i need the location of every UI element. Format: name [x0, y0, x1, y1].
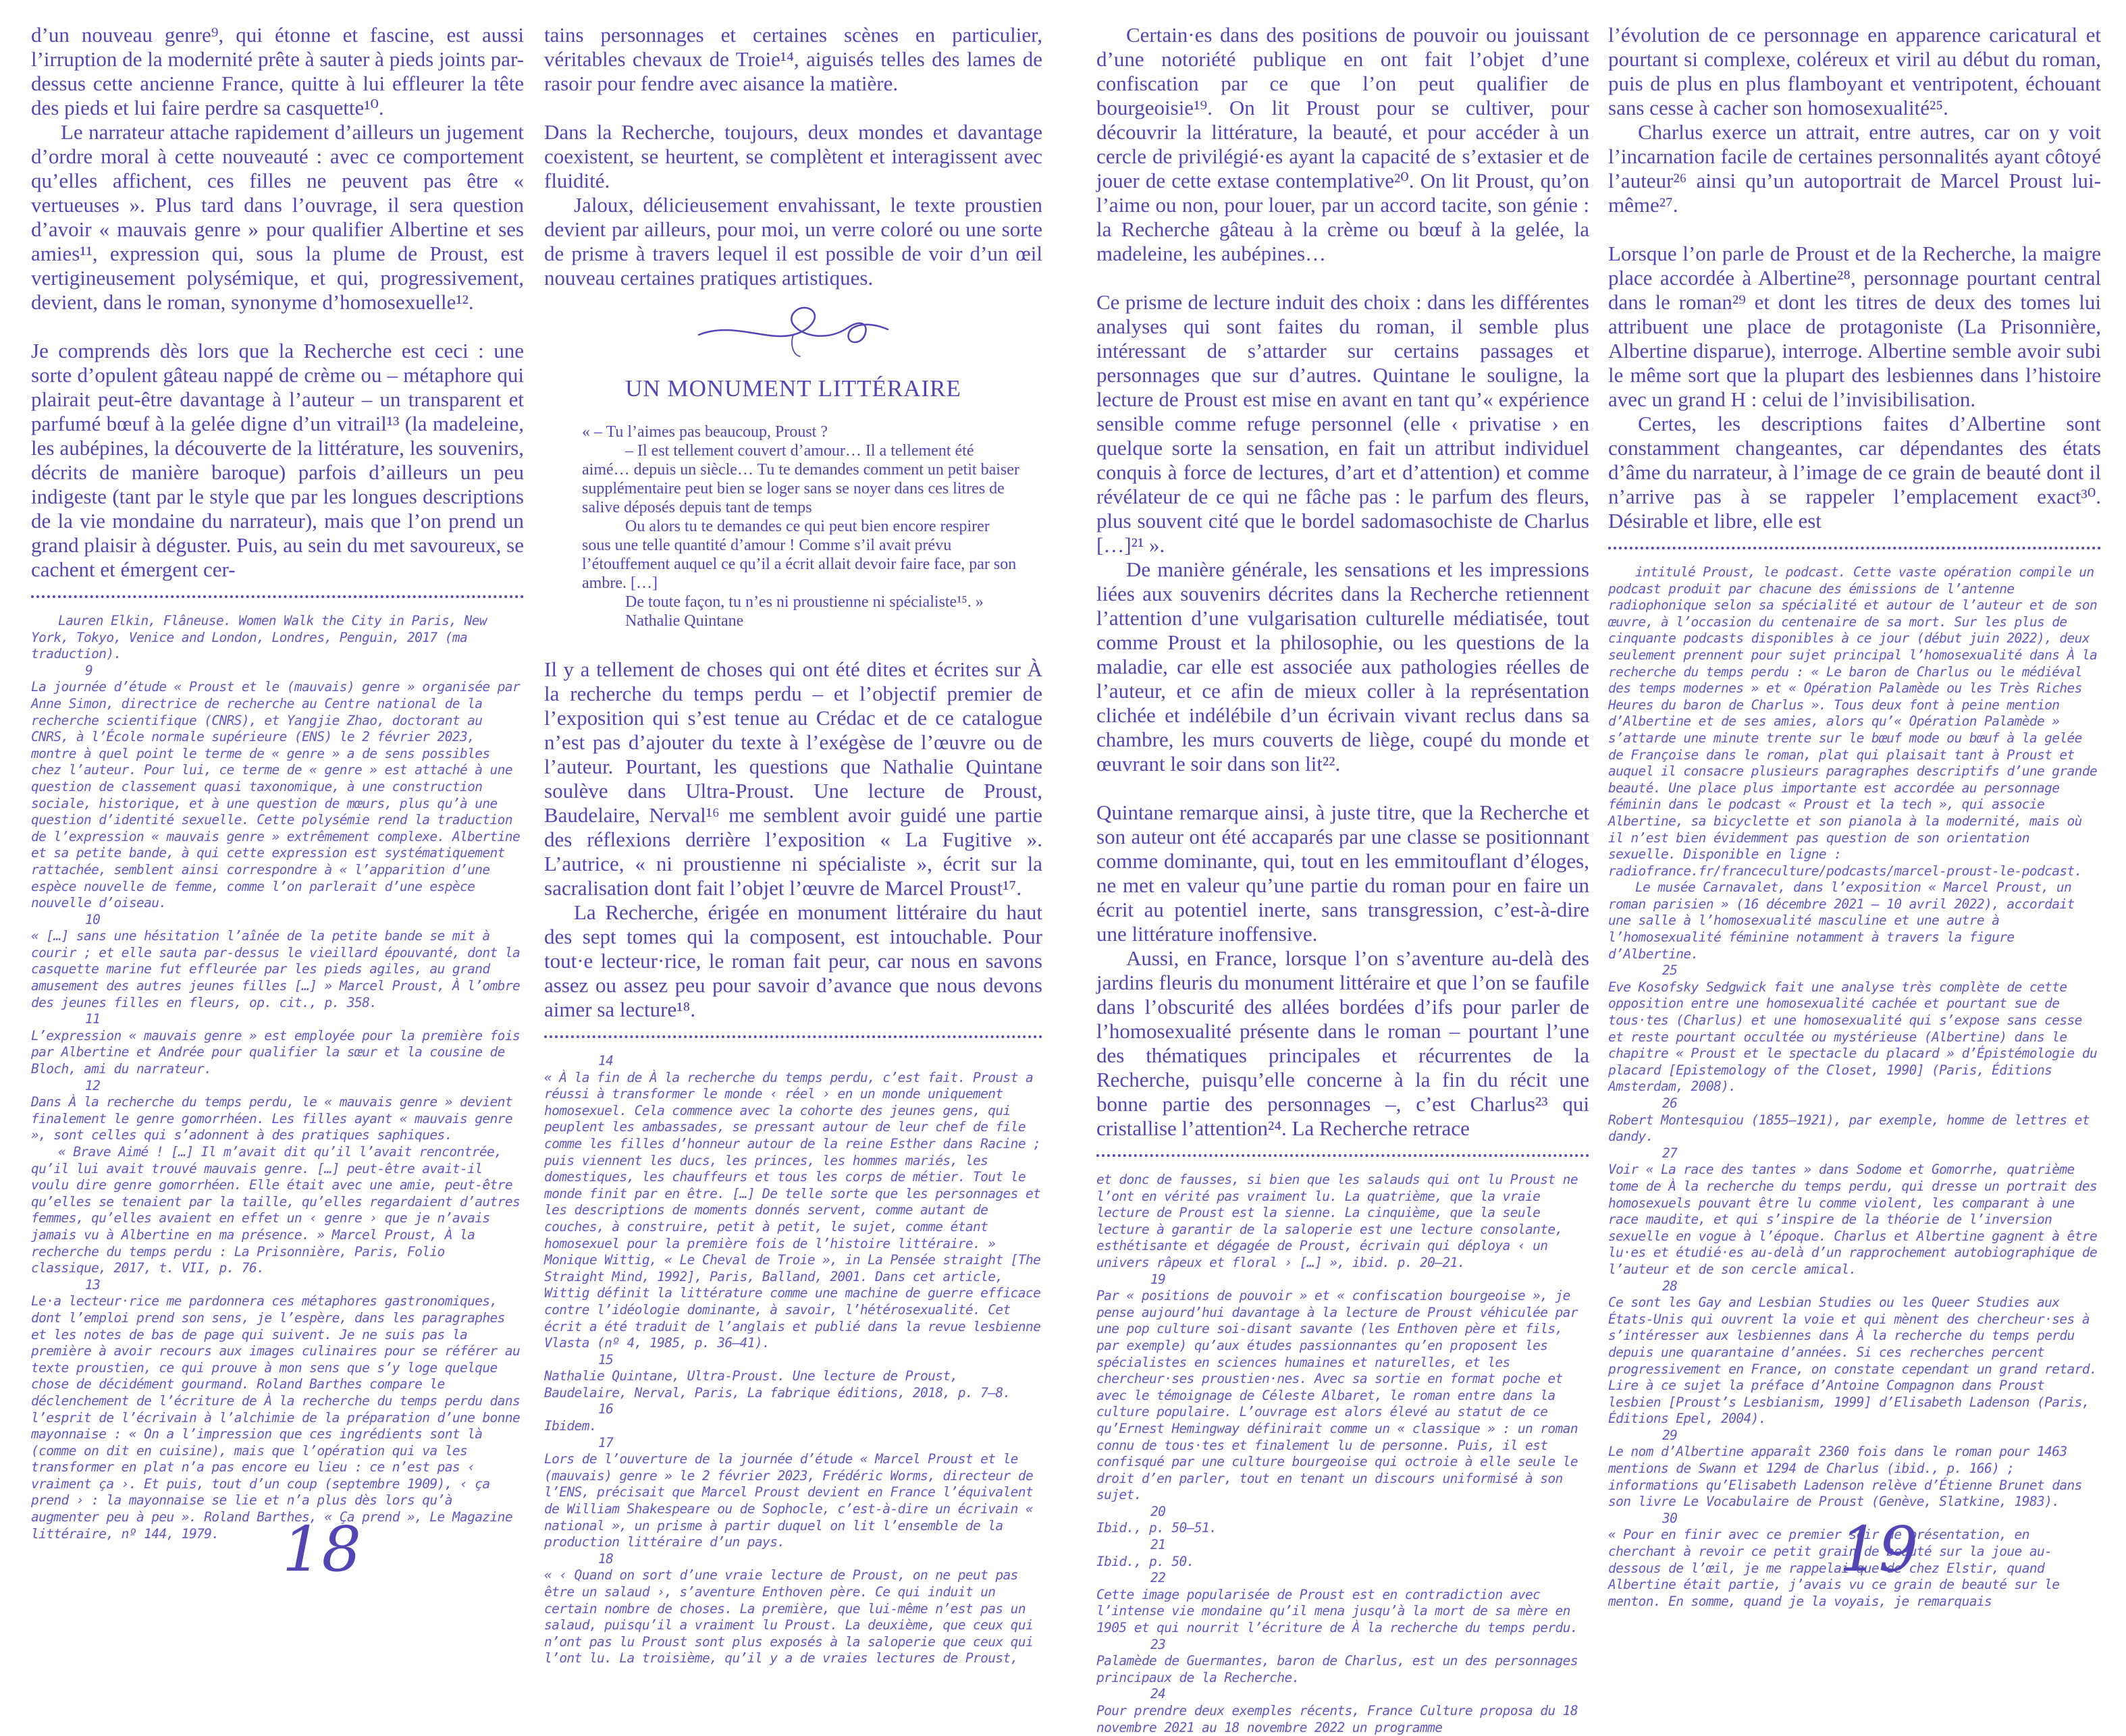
quote-author: Nathalie Quintane	[625, 612, 744, 630]
column-3-body	[1096, 23, 1589, 1141]
column-2-body-continued	[544, 657, 1042, 1022]
footnote-text: Lors de l’ouverture de la journée d’étude « Marcel Proust et le (mauvais) genre » le 2 février 2023, Frédéric Worms, directeur de l’ENS, précisait que Marcel Proust devient en France l’équivalent de William Shakespeare ou de Sophocle, c’est-à-dire un écrivain « national », un prisme à partir duquel on lit l’ensemble de la production littéraire d’un pays.	[544, 1451, 1034, 1550]
quote-line: – Il est tellement couvert d’amour… Il a tellement été aimé… depuis un siècle… Tu te demandes comment un petit baiser supplémentaire peut bien se loger sans se noyer dans ces litres de salive déposés depuis tant de temps	[582, 442, 1019, 516]
footnote-text: « Brave Aimé ! […] Il m’avait dit qu’il l’avait rencontrée, qu’il lui avait trouvé mauvais genre. […] peut-être avait-il voulu dire genre gomorrhéen. Elle était avec une amie, peut-être qu’elles se tenaient par la taille, qu’elles regardaient d’autres femmes, qu’elles avaient en effet un ‹ genre › que je n’avais jamais vu à Albertine en ma présence. » Marcel Proust, À la recherche du temps perdu : La Prisonnière, Paris, Folio classique, 2017, t. VII, p. 76.	[31, 1144, 521, 1276]
body-paragraph: Le narrateur attache rapidement d’ailleurs un jugement d’ordre moral à cette nouveauté : avec ce comportement qu’elles affichent, ces filles ne peuvent pas être « vertueuses ». Plus tard dans l’ouvrage, il sera question d’avoir « mauvais genre » pour qualifier Albertine et ses amies¹¹, expression qui, sous la plume de Proust, est vertigineusement polysémique, et qui, progressivement, devient, dans le roman, synonyme d’homosexuelle¹².	[31, 120, 524, 314]
footnote-number: 23	[1150, 1636, 1166, 1652]
footnote-text: Robert Montesquiou (1855–1921), par exemple, homme de lettres et dandy.	[1608, 1112, 2090, 1145]
epigraph-quote	[582, 423, 1022, 630]
footnote-text: Ibid., p. 50–51.	[1096, 1520, 1217, 1536]
body-paragraph: Il y a tellement de choses qui ont été dites et écrites sur À la recherche du temps perdu – et l’objectif premier de l’exposition qui s’est tenue au Crédac et de ce catalogue n’est pas d’ajouter du texte à l’exégèse de l’œuvre ou de l’auteur. Pourtant, les questions que Nathalie Quintane soulève dans Ultra-Proust. Une lecture de Proust, Baudelaire, Nerval¹⁶ me semblent avoir guidé une partie des réflexions derrière l’exposition « La Fugitive ». L’autrice, « ni proustienne ni spécialiste », écrit sur la sacralisation dont fait l’objet l’œuvre de Marcel Proust¹⁷.	[544, 657, 1042, 900]
footnote-number: 10	[85, 911, 101, 927]
footnote-text: Pour prendre deux exemples récents, France Culture proposa du 18 novembre 2021 au 18 novembre 2022 un programme	[1096, 1703, 1578, 1735]
footnote-number: 25	[1662, 962, 1678, 979]
column-3	[1096, 23, 1589, 1736]
footnote-number: 27	[1662, 1145, 1678, 1161]
footnote-number: 29	[1662, 1427, 1678, 1443]
column-1-body	[31, 23, 524, 582]
section-heading: UN MONUMENT LITTÉRAIRE	[625, 375, 961, 402]
body-paragraph: Charlus exerce un attrait, entre autres, car on y voit l’incarnation facile de certaines personnalités ayant côtoyé l’auteur²⁶ ainsi qu’un autoportrait de Marcel Proust lui-même²⁷.	[1608, 120, 2101, 217]
footnote-text: « À la fin de À la recherche du temps perdu, c’est fait. Proust a réussi à transformer le monde ‹ réel › en un monde uniquement homosexuel. Cela commence avec la cohorte des jeunes gens, qui peuplent les ambassades, se pressant autour de leur chef de file comme les filles d’honneur autour de la reine Esther dans Racine ; puis viennent les ducs, les princes, les hommes mariés, les domestiques, les chauffeurs et tous les corps de métier. Tout le monde finit par en être. […] De telle sorte que les personnages et les descriptions de moments donnés servent, comme autant de couches, à construire, petit à petit, le sujet, comme étant homosexuel pour la première fois de l’histoire littéraire. » Monique Wittig, « Le Cheval de Troie », in La Pensée straight [The Straight Mind, 1992], Paris, Balland, 2001. Dans cet article, Wittig définit la littérature comme une machine de guerre efficace contre l’idéologie dominante, à savoir, l’hétérosexualité. Cet écrit a été traduit de l’anglais et publié dans la revue lesbienne Vlasta (nº 4, 1985, p. 36–41).	[544, 1069, 1041, 1351]
body-paragraph: La Recherche, érigée en monument littéraire du haut des sept tomes qui la composent, est intouchable. Pour tout·e lecteur·rice, le roman fait peur, car nous en savons assez ou assez peu pour savoir d’avance que nous devons aimer sa lecture¹⁸.	[544, 900, 1042, 1021]
footnote-separator	[1096, 1154, 1589, 1157]
footnote-text: Le musée Carnavalet, dans l’exposition « Marcel Proust, un roman parisien » (16 décembre 2021 – 10 avril 2022), accordait une salle à l’homosexualité masculine et une autre à l’homosexualité féminine notamment à travers la figure d’Albertine.	[1608, 879, 2075, 962]
footnote-text: L’expression « mauvais genre » est employée pour la première fois par Albertine et Andrée pour qualifier la sœur et la cousine de Bloch, ami du narrateur.	[31, 1027, 521, 1077]
footnote-number: 15	[598, 1351, 614, 1367]
footnote-text: « Pour en finir avec ce premier soir de présentation, en cherchant à revoir ce petit grain de beauté sur la joue au-dessous de l’œil, je me rappelai que de chez Elstir, quand Albertine était partie, j’avais vu ce grain de beauté sur le menton. En somme, quand je la voyais, je remarquais	[1608, 1527, 2060, 1609]
flourish-ornament-icon	[692, 294, 895, 362]
body-paragraph: tains personnages et certaines scènes en particulier, véritables chevaux de Troie¹⁴, aiguisés telles des lames de rasoir pour fendre avec aisance la matière.	[544, 23, 1042, 95]
footnote-text: Ibid., p. 50.	[1096, 1553, 1194, 1569]
column-2-footnotes	[544, 1053, 1042, 1667]
column-3-footnotes	[1096, 1172, 1589, 1736]
quote-line: De toute façon, tu n’es ni proustienne ni spécialiste¹⁵. »	[625, 593, 984, 611]
footnote-number: 12	[85, 1077, 101, 1093]
body-paragraph: Aussi, en France, lorsque l’on s’aventure au-delà des jardins fleuris du monument littéraire et que l’on se faufile dans l’obscurité des allées bordées d’ifs pour parler de l’homosexualité présente dans le roman – pourtant l’une des thématiques principales et récurrentes de la Recherche, puisqu’elle concerne à la fin du récit une bonne partie des personnages –, c’est Charlus²³ qui cristallise l’attention²⁴. La Recherche retrace	[1096, 946, 1589, 1140]
footnote-text: La journée d’étude « Proust et le (mauvais) genre » organisée par Anne Simon, directrice de recherche au Centre national de la recherche scientifique (CNRS), et Yangjie Zhao, doctorant au CNRS, à l’École normale supérieure (ENS) le 2 février 2023, montre à quel point le terme de « genre » a de sens possibles chez l’auteur. Pour lui, ce terme de « genre » est attaché à une question de classement quasi taxonomique, à une construction sociale, historique, et à une question de mœurs, plus qu’à une question d’identité sexuelle. Cette polysémie rend la traduction de l’expression « mauvais genre » extrêmement complexe. Albertine et sa petite bande, à qui cette expression est systématiquement rattachée, semblent ainsi correspondre à « l’apparition d’une espèce nouvelle de femme, comme l’on parlerait d’une espèce nouvelle d’oiseau.	[31, 679, 521, 911]
footnote-text: Par « positions de pouvoir » et « confiscation bourgeoise », je pense aujourd’hui davantage à la lecture de Proust véhiculée par une pop culture soi-disant savante (les Enthoven père et fils, par exemple) qu’aux études passionnantes qu’en proposent les spécialistes en sciences humaines et naturelles, et les chercheur·ses proustien·nes. Avec sa sortie en format poche et avec le témoignage de Céleste Albaret, le roman entre dans la culture populaire. L’ouvrage est alors élevé au statut de ce qu’Ernest Hemingway définirait comme un « classique » : un roman connu de tous·tes et finalement lu de personne. Puis, il est confisqué par une culture bourgeoise qui octroie à elle seule le droit d’en parler, tout en tenant un discours uniformisé à son sujet.	[1096, 1288, 1578, 1503]
column-2-body	[544, 23, 1042, 290]
footnote-separator	[544, 1035, 1042, 1038]
footnote-text: Lauren Elkin, Flâneuse. Women Walk the City in Paris, New York, Tokyo, Venice and London, Londres, Penguin, 2017 (ma traduction).	[31, 613, 487, 662]
footnote-text: Palamède de Guermantes, baron de Charlus, est un des personnages principaux de la Recherche.	[1096, 1653, 1578, 1685]
footnote-number: 20	[1150, 1503, 1166, 1519]
footnote-text: Eve Kosofsky Sedgwick fait une analyse très complète de cette opposition entre une homosexualité cachée et pourtant sue de tous·tes (Charlus) et une homosexualité qui s’expose sans cesse et reste pourtant occultée ou mystérieuse (Albertine) dans le chapitre « Proust et le spectacle du placard » d’Épistémologie du placard [Epistemology of the Closet, 1990] (Paris, Éditions Amsterdam, 2008).	[1608, 979, 2098, 1095]
body-paragraph: De manière générale, les sensations et les impressions liées aux souvenirs décrites dans la Recherche retiennent l’attention d’une vulgarisation culturelle médiatisée, tout comme Proust et la philosophie, ou les questions de la maladie, car elle est associée aux pathologies réelles de l’auteur, et ce afin de mieux coller à la représentation clichée et indélébile d’un écrivain vivant reclus dans sa chambre, les murs couverts de liège, coupé du monde et œuvrant le soir dans son lit²².	[1096, 558, 1589, 776]
footnote-text: Voir « La race des tantes » dans Sodome et Gomorrhe, quatrième tome de À la recherche du temps perdu, qui dresse un portrait des homosexuels pouvant être lu comme violent, les comparant à une race maudite, et qui s’inspire de la théorie de l’inversion sexuelle en vogue à l’époque. Charlus et Albertine gagnent à être lu·es et étudié·es au-delà d’un rapprochement autobiographique de l’auteur et de son cercle amical.	[1608, 1162, 2098, 1277]
footnote-separator	[31, 595, 524, 598]
footnote-text: Ce sont les Gay and Lesbian Studies ou les Queer Studies aux États-Unis qui ouvrent la voie et qui mènent des chercheur·ses à s’intéresser aux lesbiennes dans À la recherche du temps perdu depuis une quarantaine d’années. Si ces recherches percent progressivement en France, on constate cependant un grand retard. Lire à ce sujet la préface d’Antoine Compagnon dans Proust lesbien [Proust’s Lesbianism, 1999] d’Elisabeth Ladenson (Paris, Éditions Epel, 2004).	[1608, 1295, 2098, 1427]
page-number-left: 18	[282, 1513, 362, 1585]
footnote-number: 16	[598, 1401, 614, 1417]
footnote-number: 9	[85, 662, 93, 678]
page-number-right: 19	[1839, 1513, 1919, 1585]
body-paragraph: Lorsque l’on parle de Proust et de la Recherche, la maigre place accordée à Albertine²⁸, personnage pourtant central dans le roman²⁹ et dont les titres de deux des tomes lui attribuent une place de protagoniste (La Prisonnière, Albertine disparue), interroge. Albertine semble avoir subi le même sort que la plupart des lesbiennes dans l’histoire avec un grand H : celui de l’invisibilisation.	[1608, 242, 2101, 411]
footnote-text: Ibidem.	[544, 1418, 597, 1434]
footnote-text: « […] sans une hésitation l’aînée de la petite bande se mit à courir ; et elle sauta par-dessus le vieillard épouvanté, dont la casquette marine fut effleurée par les pieds agiles, au grand amusement des autres jeunes filles […] » Marcel Proust, À l’ombre des jeunes filles en fleurs, op. cit., p. 358.	[31, 928, 521, 1010]
quote-line: Ou alors tu te demandes ce qui peut bien encore respirer sous une telle quantité d’amour ! Comme s’il avait prévu l’étouffement auquel ce qu’il a écrit allait devoir faire face, par son ambre. […]	[582, 518, 1017, 592]
column-1	[31, 23, 524, 1542]
body-paragraph: Ce prisme de lecture induit des choix : dans les différentes analyses qui sont faites du roman, il semble plus intéressant de s’attarder sur certains passages et personnages que sur d’autres. Quintane le souligne, la lecture de Proust est mise en avant en tant qu’« expérience sensible comme refuge personnel (elle ‹ privatise › en quelque sorte la sensation, en fait un attribut individuel conquis à force de lectures, d’art et d’attention) et comme révélateur de ce qui ne fâche pas : le parfum des fleurs, plus souvent cité que le bordel sadomasochiste de Charlus […]²¹ ».	[1096, 290, 1589, 557]
footnote-text: et donc de fausses, si bien que les salauds qui ont lu Proust ne l’ont en vérité pas vraiment lu. La quatrième, que la vraie lecture de Proust est la sienne. La cinquième, que la seule lecture à garantir de la saloperie est une lecture consolante, esthétisante et dégagée de Proust, écrivain qui déploya ‹ un univers râpeux et floral › […] », ibid. p. 20–21.	[1096, 1172, 1578, 1270]
footnote-number: 21	[1150, 1537, 1166, 1553]
footnote-number: 30	[1662, 1510, 1678, 1526]
footnote-number: 26	[1662, 1095, 1678, 1111]
body-paragraph: Certes, les descriptions faites d’Albertine sont constamment changeantes, car dépendantes des états d’âme du narrateur, à l’image de ce grain de beauté dont il n’arrive pas à se rappeler l’emplacement exact³⁰. Désirable et libre, elle est	[1608, 412, 2101, 533]
column-4-body	[1608, 23, 2101, 533]
footnote-text: Le·a lecteur·rice me pardonnera ces métaphores gastronomiques, dont l’emploi prend son sens, je l’espère, dans les paragraphes et les notes de bas de page qui suivent. Je ne suis pas la première à avoir recours aux images culinaires pour se référer au texte proustien, ce qui prouve à mon sens que s’y loge quelque chose de décidément gourmand. Roland Barthes compare le déclenchement de l’écriture de À la recherche du temps perdu dans l’esprit de l’écrivain à l’alchimie de la préparation d’une bonne mayonnaise : « On a l’impression que ces ingrédients sont là (comme on dit en cuisine), mais que l’opération qui va les transformer en plat n’a pas encore eu lieu : ce n’est pas ‹ vraiment ça ›. Et puis, tout d’un coup (septembre 1909), ‹ ça prend › : la mayonnaise se lie et n’a plus dès lors qu’à augmenter peu à peu ». Roland Barthes, « Ça prend », Le Magazine littéraire, nº 144, 1979.	[31, 1293, 521, 1542]
body-paragraph: Je comprends dès lors que la Recherche est ceci : une sorte d’opulent gâteau nappé de crème ou – métaphore qui plairait peut-être davantage à l’auteur – un transparent et parfumé bœuf à la gelée digne d’un vitrail¹³ (la madeleine, les aubépines, la découverte de la littérature, les souvenirs, décrits de manière baroque) parfois d’ailleurs un peu indigeste (tant par le style que par les longues descriptions de la vie mondaine du narrateur), mais que l’on prend un grand plaisir à déguster. Puis, au sein du met savoureux, se cachent et émergent cer-	[31, 339, 524, 581]
body-paragraph: Jaloux, délicieusement envahissant, le texte proustien devient par ailleurs, pour moi, un verre coloré ou une sorte de prisme à travers lequel il est possible de voir d’un œil nouveau certaines pratiques artistiques.	[544, 193, 1042, 290]
footnote-number: 13	[85, 1276, 101, 1293]
column-1-footnotes	[31, 613, 524, 1542]
quote-line: « – Tu l’aimes pas beaucoup, Proust ?	[582, 423, 828, 441]
footnote-number: 17	[598, 1434, 614, 1450]
footnote-text: Le nom d’Albertine apparaît 2360 fois dans le roman pour 1463 mentions de Swann et 1294 de Charlus (ibid., p. 166) ; informations qu’Elisabeth Ladenson relève d’Étienne Brunet dans son livre Le Vocabulaire de Proust (Genève, Slatkine, 1983).	[1608, 1444, 2082, 1510]
footnote-number: 28	[1662, 1278, 1678, 1294]
footnote-text: Nathalie Quintane, Ultra-Proust. Une lecture de Proust, Baudelaire, Nerval, Paris, La fabrique éditions, 2018, p. 7–8.	[544, 1368, 1011, 1401]
footnote-number: 19	[1150, 1271, 1166, 1287]
body-paragraph: l’évolution de ce personnage en apparence caricatural et pourtant si complexe, coléreux et viril au début du roman, puis de plus en plus flamboyant et ventripotent, échouant sans cesse à cacher son homosexualité²⁵.	[1608, 23, 2101, 119]
footnote-text: Cette image popularisée de Proust est en contradiction avec l’intense vie mondaine qu’il mena jusqu’à la mort de sa mère en 1905 et qui nourrit l’écriture de À la recherche du temps perdu.	[1096, 1586, 1578, 1636]
body-paragraph: Quintane remarque ainsi, à juste titre, que la Recherche et son auteur ont été accaparés par une classe se positionnant comme dominante, qui, tout en les emmitouflant d’éloges, ne met en valeur qu’une partie du roman pour en faire un écrit au potentiel inerte, sans transgression, c’est-à-dire une littérature inoffensive.	[1096, 801, 1589, 946]
column-2	[544, 23, 1042, 1667]
body-paragraph: Dans la Recherche, toujours, deux mondes et davantage coexistent, se heurtent, se complètent et interagissent avec fluidité.	[544, 120, 1042, 192]
footnote-number: 22	[1150, 1570, 1166, 1586]
footnote-number: 24	[1150, 1686, 1166, 1702]
footnote-number: 11	[85, 1011, 101, 1027]
body-paragraph: d’un nouveau genre⁹, qui étonne et fascine, est aussi l’irruption de la modernité prête à sauter à pieds joints par-dessus cette ancienne France, quitte à lui effleurer la tête des pieds et lui faire perdre sa casquette¹⁰.	[31, 23, 524, 119]
footnote-text: Dans À la recherche du temps perdu, le « mauvais genre » devient finalement le genre gomorrhéen. Les filles ayant « mauvais genre », sont celles qui s’adonnent à des pratiques saphiques.	[31, 1094, 512, 1143]
body-paragraph: Certain·es dans des positions de pouvoir ou jouissant d’une notoriété publique en ont fait l’objet d’une confiscation par ce que l’on peut qualifier de bourgeoisie¹⁹. On lit Proust pour se cultiver, pour découvrir la littérature, la beauté, et pour accéder à un cercle de privilégié·es ayant la capacité de s’extasier et de jouer de cette extase contemplative²⁰. On lit Proust, qu’on l’aime ou non, pour louer, par un accord tacite, son génie : la Recherche gâteau à la crème ou bœuf à la gelée, la madeleine, les aubépines…	[1096, 23, 1589, 265]
footnote-number: 18	[598, 1550, 614, 1567]
footnote-number: 14	[598, 1053, 614, 1068]
footnote-text: « ‹ Quand on sort d’une vraie lecture de Proust, on ne peut pas être un salaud ›, s’aventure Enthoven père. Ce qui induit un certain nombre de choses. La première, que lui-même n’est pas un salaud, puisqu’il a vraiment lu Proust. La deuxième, que ceux qui n’ont pas lu Proust sont plus exposés à la saloperie que ceux qui l’ont lu. La troisième, qu’il y a de vraies lectures de Proust,	[544, 1567, 1034, 1666]
footnote-separator	[1608, 547, 2101, 549]
footnote-text: intitulé Proust, le podcast. Cette vaste opération compile un podcast produit par chacune des émissions de l’antenne radiophonique selon sa spécialité et autour de l’auteur et de son œuvre, à l’occasion du centenaire de sa mort. Sur les plus de cinquante podcasts disponibles à ce jour (début juin 2022), deux seulement prennent pour sujet principal l’homosexualité dans À la recherche du temps perdu : « Le baron de Charlus ou le médiéval des temps modernes » et « Opération Palamède ou les Très Riches Heures du baron de Charlus ». Tous deux font à peine mention d’Albertine et de ses amies, alors qu’« Opération Palamède » s’attarde une minute trente sur le bœuf mode ou bœuf à la gelée de Françoise dans le roman, plat qui plaisait tant à Proust et auquel il consacre plusieurs paragraphes descriptifs d’une grande beauté. Une place plus importante est accordée au personnage féminin dans le podcast « Proust et la tech », qui associe Albertine, sa bicyclette et son pianola à la modernité, mais où il n’est bien évidemment pas question de son orientation sexuelle. Disponible en ligne : radiofrance.fr/franceculture/podcasts/marcel-proust-le-podcast.	[1608, 564, 2098, 879]
column-4-footnotes	[1608, 564, 2101, 1610]
column-4	[1608, 23, 2101, 1610]
